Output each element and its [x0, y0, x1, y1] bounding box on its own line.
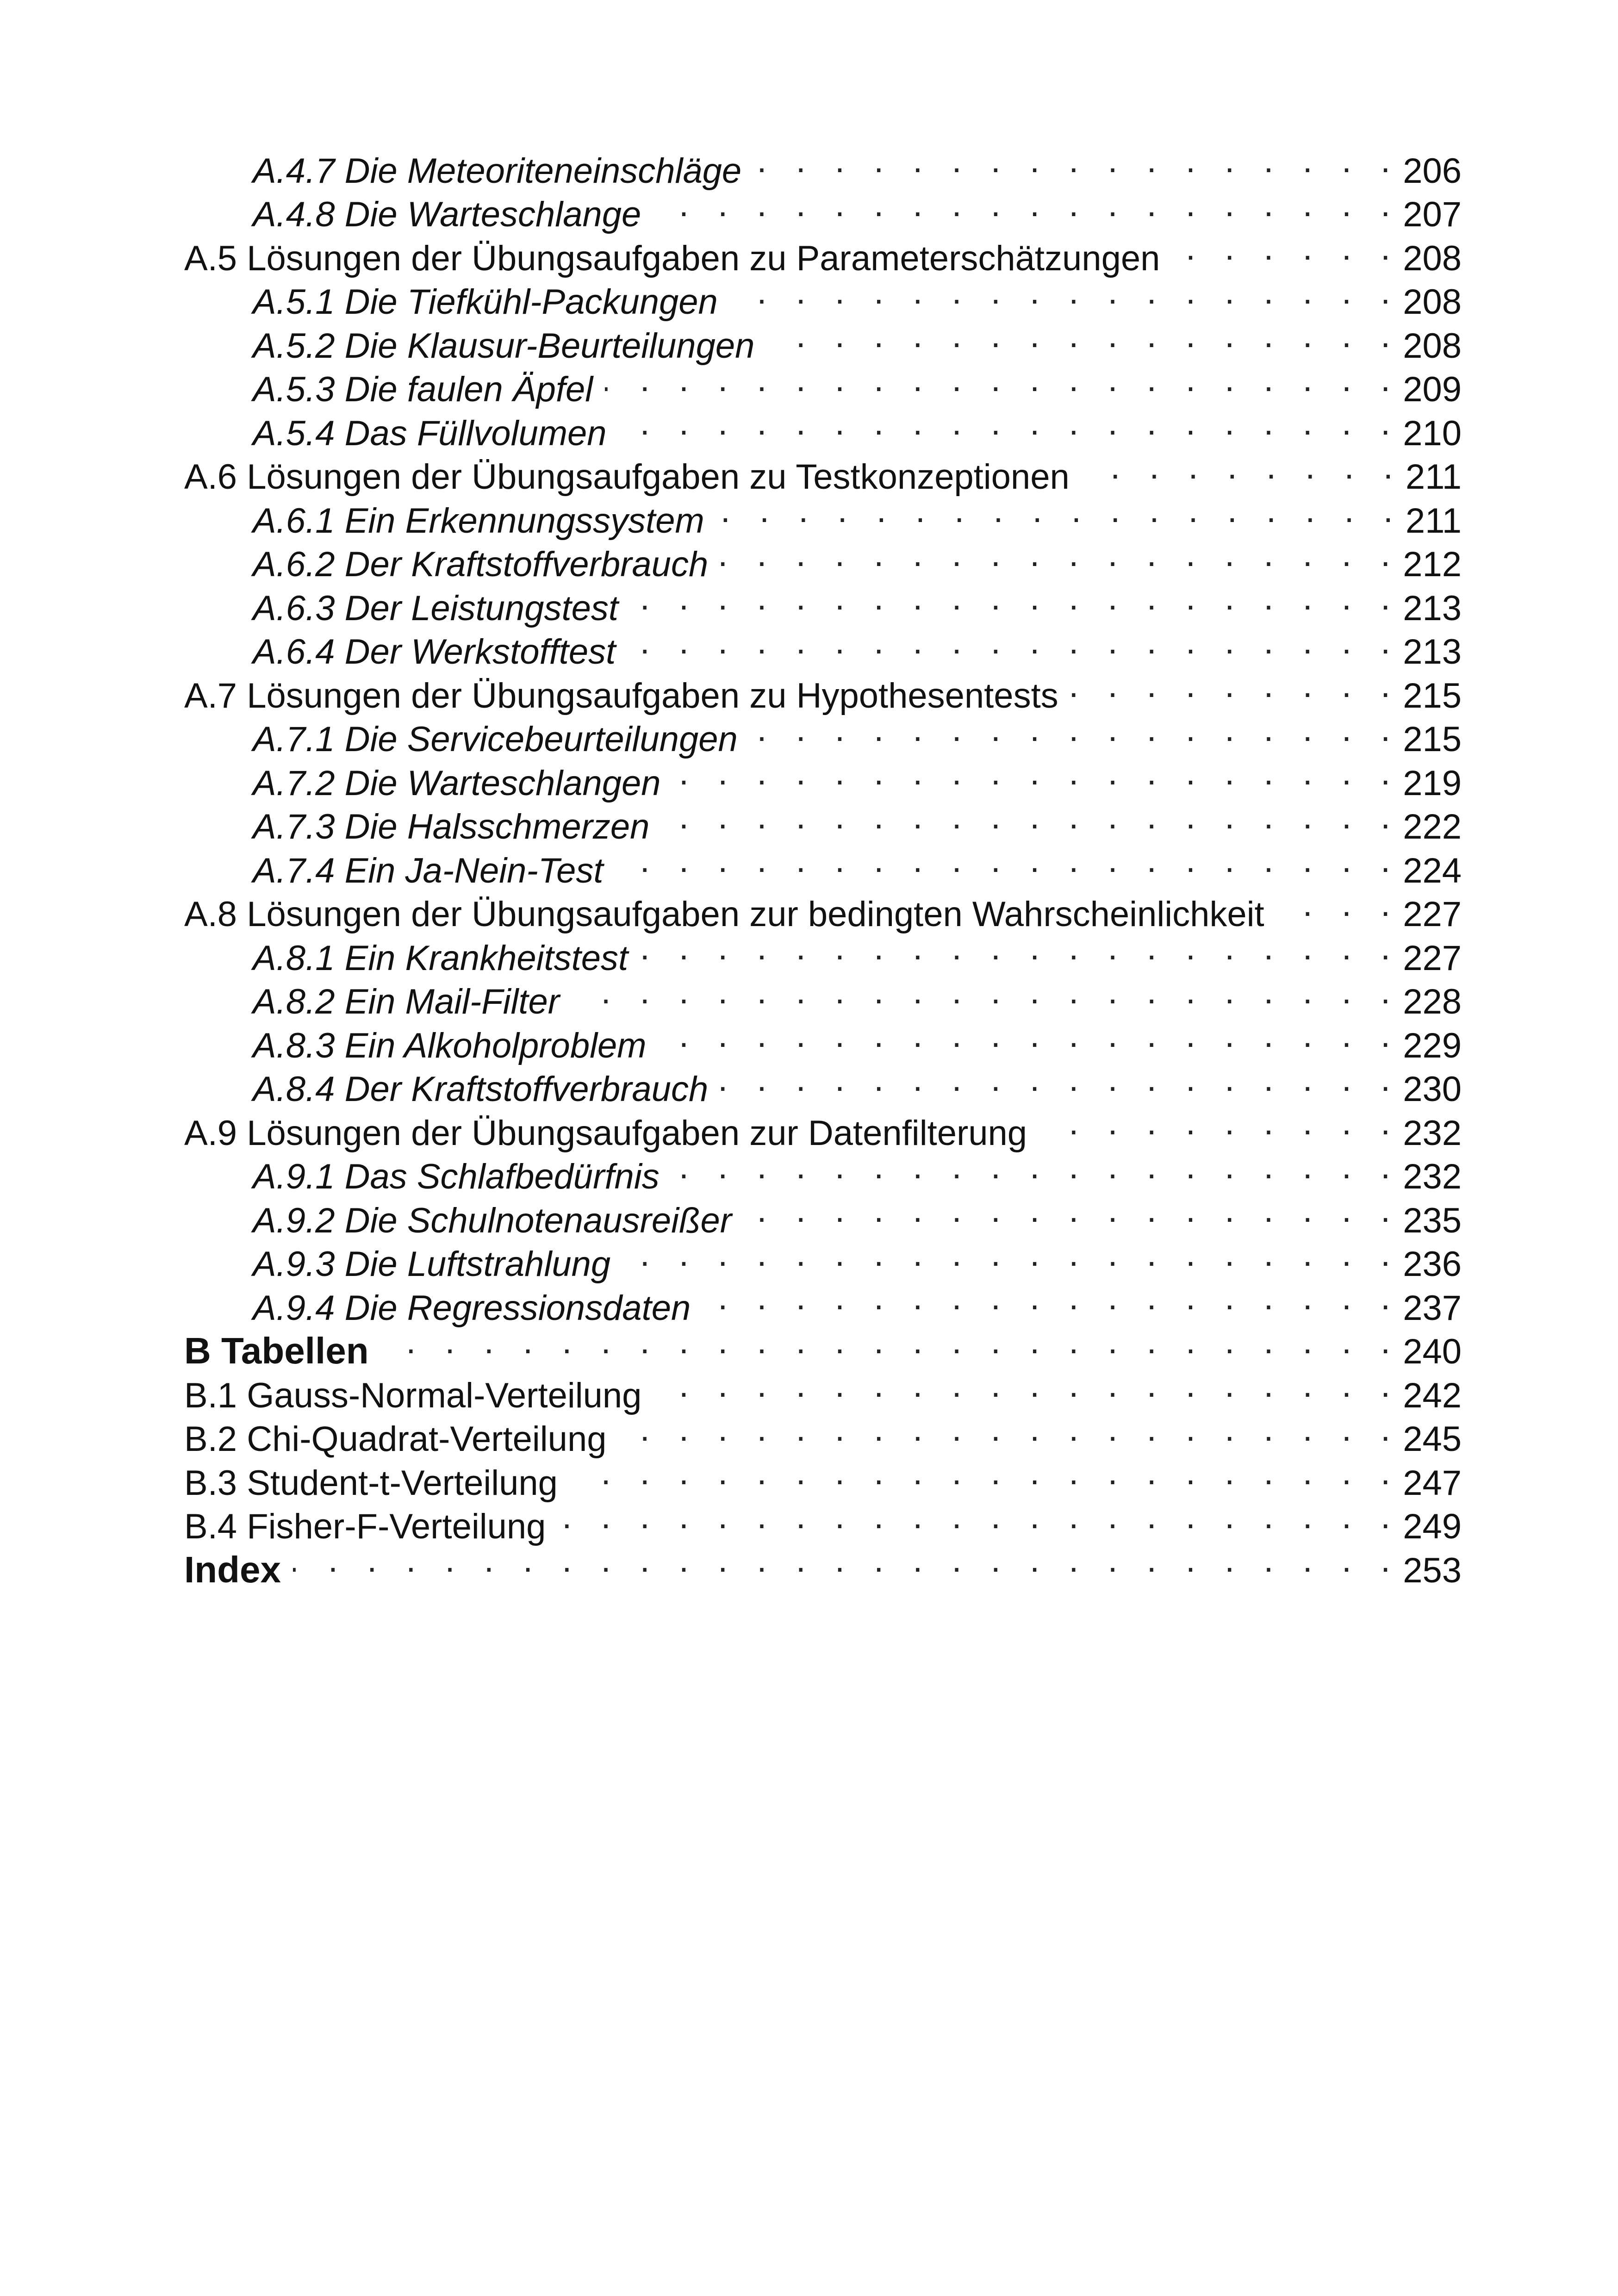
table-of-contents — [184, 139, 1462, 1590]
toc-dot-leader — [1039, 1101, 1400, 1145]
toc-dot-leader — [381, 1320, 1400, 1364]
toc-entry-label: A.7.4 Ein Ja-Nein-Test — [253, 851, 604, 890]
toc-page-number: 211 — [1405, 501, 1462, 541]
toc-entry-label: B.4 Fisher-F-Verteilung — [184, 1507, 546, 1546]
toc-dot-leader — [750, 708, 1400, 752]
toc-entry-label: A.7.3 Die Halsschmerzen — [253, 807, 650, 846]
toc-dot-leader — [716, 489, 1403, 533]
toc-dot-leader — [570, 1451, 1400, 1495]
toc-entry-label: A.7 Lösungen der Übungsaufgaben zu Hypothesentests — [184, 676, 1058, 716]
toc-page-number: 224 — [1403, 851, 1462, 890]
toc-dot-leader — [605, 358, 1400, 402]
toc-page-number: 213 — [1403, 632, 1462, 672]
toc-page-number: 207 — [1403, 195, 1462, 234]
toc-page-number: 237 — [1403, 1288, 1462, 1328]
toc-dot-leader — [1172, 226, 1400, 270]
toc-entry-label: A.5.1 Die Tiefkühl-Packungen — [253, 282, 718, 322]
toc-page-number: 242 — [1403, 1375, 1462, 1415]
toc-dot-leader — [653, 1363, 1400, 1407]
toc-entry-label: A.8.2 Ein Mail-Filter — [253, 982, 560, 1021]
toc-page-number: 215 — [1403, 720, 1462, 759]
toc-page-number: 249 — [1403, 1507, 1462, 1546]
toc-page-number: 245 — [1403, 1419, 1462, 1459]
toc-dot-leader — [630, 576, 1400, 620]
toc-dot-leader — [558, 1495, 1400, 1539]
toc-page-number: 210 — [1403, 413, 1462, 453]
toc-page-number: 235 — [1403, 1201, 1462, 1240]
toc-page-number: 208 — [1403, 282, 1462, 322]
toc-entry-label: A.5.4 Das Füllvolumen — [253, 413, 607, 453]
toc-entry-label: A.8.1 Ein Krankheitstest — [253, 938, 629, 978]
toc-page-number: 208 — [1403, 238, 1462, 278]
toc-entry-label: A.8.4 Der Kraftstoffverbrauch — [253, 1070, 709, 1109]
toc-dot-leader — [661, 795, 1400, 839]
toc-page-number: 209 — [1403, 370, 1462, 409]
toc-dot-leader — [766, 314, 1400, 358]
toc-entry-label: A.5 Lösungen der Übungsaufgaben zu Parameterschätzungen — [184, 238, 1160, 278]
toc-entry-label: Index — [184, 1549, 281, 1590]
toc-entry-label: B.3 Student-t-Verteilung — [184, 1463, 558, 1503]
toc-page-number: 236 — [1403, 1244, 1462, 1284]
toc-page-number: 229 — [1403, 1026, 1462, 1065]
toc-dot-leader — [628, 620, 1400, 664]
toc-entry-label: A.9.4 Die Regressionsdaten — [253, 1288, 691, 1328]
toc-entry-label: A.5.3 Die faulen Äpfel — [253, 370, 593, 409]
toc-page-number: 232 — [1403, 1157, 1462, 1196]
toc-entry-label: B.1 Gauss-Normal-Verteilung — [184, 1375, 642, 1415]
toc-dot-leader — [720, 533, 1400, 577]
toc-entry[interactable] — [184, 1538, 1462, 1590]
toc-dot-leader — [618, 1407, 1400, 1451]
toc-page-number: 219 — [1403, 763, 1462, 803]
toc-dot-leader — [653, 183, 1400, 227]
toc-page-number: 222 — [1403, 807, 1462, 846]
toc-entry-label: A.4.7 Die Meteoriteneinschläge — [253, 151, 742, 191]
toc-page-number: 227 — [1403, 895, 1462, 934]
toc-dot-leader — [673, 751, 1400, 795]
toc-page-number: 253 — [1403, 1550, 1462, 1590]
toc-dot-leader — [293, 1538, 1400, 1582]
toc-dot-leader — [659, 1014, 1400, 1058]
toc-entry-label: B Tabellen — [184, 1330, 369, 1371]
toc-dot-leader — [640, 926, 1400, 970]
toc-dot-leader — [1276, 883, 1400, 927]
toc-entry-label: A.7.2 Die Warteschlangen — [253, 763, 661, 803]
toc-page-number: 227 — [1403, 938, 1462, 978]
toc-entry-label: A.6.1 Ein Erkennungssystem — [253, 501, 704, 541]
toc-page-number: 206 — [1403, 151, 1462, 191]
toc-page-number: 232 — [1403, 1113, 1462, 1153]
toc-dot-leader — [744, 1188, 1400, 1232]
toc-entry-label: A.9 Lösungen der Übungsaufgaben zur Datenfilterung — [184, 1113, 1027, 1153]
toc-entry[interactable] — [184, 139, 1462, 191]
toc-dot-leader — [1070, 664, 1400, 708]
toc-entry-label: A.6.2 Der Kraftstoffverbrauch — [253, 545, 709, 584]
toc-entry-label: A.6.4 Der Werkstofftest — [253, 632, 616, 672]
toc-dot-leader — [619, 401, 1400, 445]
toc-dot-leader — [572, 970, 1400, 1014]
toc-dot-leader — [616, 839, 1400, 883]
toc-entry-label: A.8.3 Ein Alkoholproblem — [253, 1026, 647, 1065]
toc-dot-leader — [703, 1276, 1400, 1320]
toc-entry-label: A.4.8 Die Warteschlange — [253, 195, 641, 234]
toc-dot-leader — [622, 1232, 1400, 1276]
toc-page-number: 228 — [1403, 982, 1462, 1021]
toc-dot-leader — [730, 270, 1400, 314]
toc-page-number: 240 — [1403, 1332, 1462, 1371]
toc-dot-leader — [1082, 445, 1403, 489]
toc-page-number: 211 — [1405, 457, 1462, 497]
toc-page-number: 230 — [1403, 1070, 1462, 1109]
toc-entry-label: A.9.1 Das Schlafbedürfnis — [253, 1157, 660, 1196]
toc-entry-label: B.2 Chi-Quadrat-Verteilung — [184, 1419, 607, 1459]
toc-page-number: 213 — [1403, 588, 1462, 628]
toc-page-number: 247 — [1403, 1463, 1462, 1503]
toc-entry-label: A.7.1 Die Servicebeurteilungen — [253, 720, 738, 759]
toc-page-number: 215 — [1403, 676, 1462, 716]
toc-entry-label: A.9.3 Die Luftstrahlung — [253, 1244, 611, 1284]
toc-entry-label: A.9.2 Die Schulnotenausreißer — [253, 1201, 732, 1240]
toc-page-number: 212 — [1403, 545, 1462, 584]
toc-page-number: 208 — [1403, 326, 1462, 366]
toc-entry-label: A.5.2 Die Klausur-Beurteilungen — [253, 326, 755, 366]
toc-entry-label: A.8 Lösungen der Übungsaufgaben zur bedingten Wahrscheinlichkeit — [184, 895, 1264, 934]
toc-dot-leader — [753, 139, 1400, 183]
toc-dot-leader — [672, 1145, 1400, 1189]
toc-dot-leader — [720, 1058, 1400, 1101]
toc-entry-label: A.6 Lösungen der Übungsaufgaben zu Testkonzeptionen — [184, 457, 1070, 497]
toc-entry-label: A.6.3 Der Leistungstest — [253, 588, 618, 628]
